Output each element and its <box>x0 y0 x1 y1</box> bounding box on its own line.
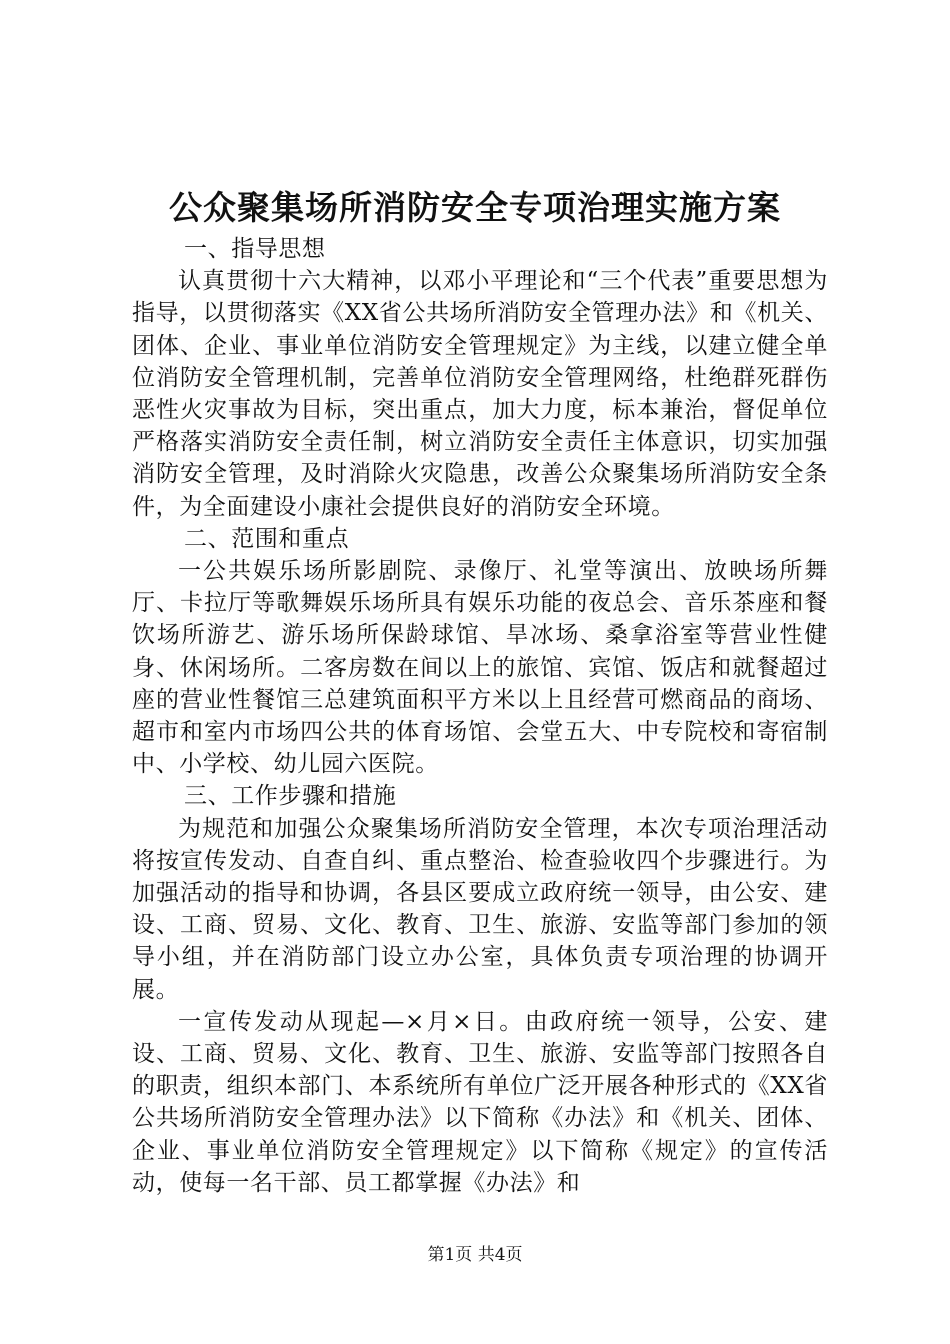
paragraph-scope: 一公共娱乐场所影剧院、录像厅、礼堂等演出、放映场所舞厅、卡拉厅等歌舞娱乐场所具有娱乐功能的夜总会、音乐茶座和餐饮场所游艺、游乐场所保龄球馆、旱冰场、桑拿浴室等营业性健身、休闲场所。二客房数在间以上的旅馆、宾馆、饭店和就餐超过座的营业性餐馆三总建筑面积平方米以上且经营可燃商品的商场、超市和室内市场四公共的体育场馆、会堂五大、中专院校和寄宿制中、小学校、幼儿园六医院。 <box>132 558 828 778</box>
paragraph-steps-publicity: 一宣传发动从现起—×月×日。由政府统一领导，公安、建设、工商、贸易、文化、教育、卫生、旅游、安监等部门按照各自的职责，组织本部门、本系统所有单位广泛开展各种形式的《XX省公共场所消防安全管理办法》以下简称《办法》和《机关、团体、企业、事业单位消防安全管理规定》以下简称《规定》的宣传活动，使每一名干部、员工都掌握《办法》和 <box>132 1008 828 1196</box>
document-body <box>132 233 828 1199</box>
section-heading-steps: 三、工作步骤和措施 <box>184 783 397 810</box>
page-footer: 第1页 共4页 <box>427 1245 523 1265</box>
section-heading-scope: 二、范围和重点 <box>184 525 350 552</box>
paragraph-steps-intro: 为规范和加强公众聚集场所消防安全管理，本次专项治理活动将按宣传发动、自查自纠、重点整治、检查验收四个步骤进行。为加强活动的指导和协调，各县区要成立政府统一领导，由公安、建设、工商、贸易、文化、教育、卫生、旅游、安监等部门参加的领导小组，并在消防部门设立办公室，具体负责专项治理的协调开展。 <box>132 815 828 1003</box>
paragraph-guiding-ideology: 认真贯彻十六大精神，以邓小平理论和“三个代表”重要思想为指导，以贯彻落实《XX省公共场所消防安全管理办法》和《机关、团体、企业、事业单位消防安全管理规定》为主线，以建立健全单位消防安全管理机制，完善单位消防安全管理网络，杜绝群死群伤恶性火灾事故为目标，突出重点，加大力度，标本兼治，督促单位严格落实消防安全责任制，树立消防安全责任主体意识，切实加强消防安全管理，及时消除火灾隐患，改善公众聚集场所消防安全条件，为全面建设小康社会提供良好的消防安全环境。 <box>132 268 828 520</box>
section-heading-guiding-ideology: 一、指导思想 <box>184 236 326 262</box>
document-title: 公众聚集场所消防安全专项治理实施方案 <box>169 188 781 227</box>
